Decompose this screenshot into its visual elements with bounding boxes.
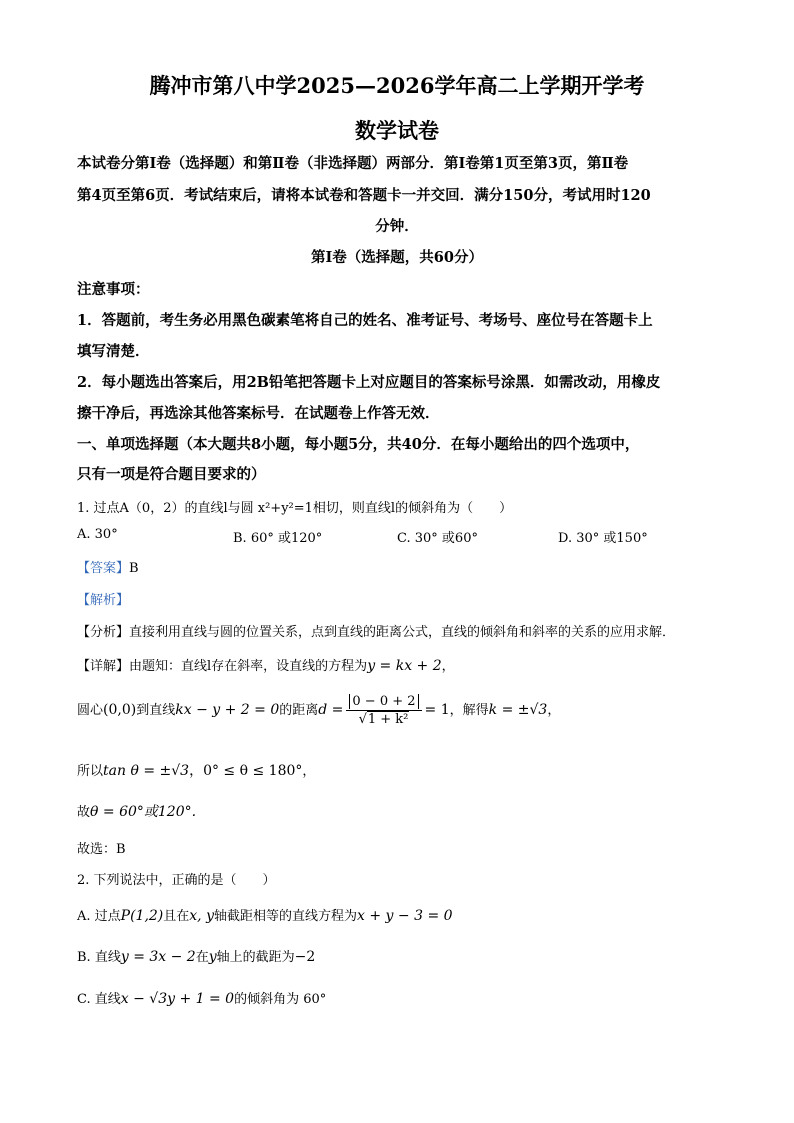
q1-step-2	[77, 694, 560, 727]
q2-b-mid: 在	[195, 950, 209, 965]
note-2-line-1: 2．每小题选出答案后，用2B铅笔把答题卡上对应题目的答案标号涂黑．如需改动，用橡皮	[77, 374, 661, 391]
q1-options	[0, 527, 794, 545]
q2-a-prefix: A. 过点	[77, 909, 121, 924]
point-p: P(1,2)	[120, 908, 164, 924]
q2-c-end: 的倾斜角为 60°	[234, 992, 327, 1007]
q2-b-value: −2	[294, 949, 316, 965]
step2-dist: 的距离	[279, 703, 319, 718]
distance-equals: = 1	[424, 702, 450, 718]
fenxi-tag: 【分析】	[77, 625, 130, 640]
q2-c-equation: x − √3y + 1 = 0	[120, 991, 235, 1007]
line-equation: y = kx + 2	[367, 658, 442, 674]
section-1-line-2: 只有一项是符合题目要求的）	[77, 466, 266, 483]
q1-stem: 1. 过点A（0，2）的直线l与圆 x²+y²=1相切，则直线l的倾斜角为（ ）	[77, 501, 513, 516]
notes-heading: 注意事项：	[77, 281, 150, 298]
q2-option-c	[77, 988, 326, 1007]
theta-result: θ = 60°或120°.	[90, 804, 197, 820]
q1-option-d: D. 30° 或150°	[558, 531, 648, 546]
step2-end: ，	[547, 703, 561, 718]
k-value: k = ±√3	[488, 702, 548, 718]
q1-option-b: B. 60° 或120°	[233, 531, 323, 546]
q1-xiangjie	[77, 655, 455, 674]
q2-option-b	[77, 946, 315, 965]
line-kx: kx − y + 2 = 0	[175, 702, 280, 718]
distance-fraction: $\frac{0 - 0 + 2}{\text{√1 + k²}}$	[346, 694, 421, 727]
intro-line-2: 第4页至第6页．考试结束后，请将本试卷和答题卡一并交回．满分150分，考试用时120	[77, 187, 651, 204]
axes-xy: x, y	[189, 908, 214, 924]
q1-option-a: A. 30°	[77, 527, 118, 542]
step3-end: ，	[302, 764, 316, 779]
q2-a-mid: 且在	[163, 909, 190, 924]
q1-answer	[77, 557, 139, 576]
intro-line-1: 本试卷分第Ⅰ卷（选择题）和第Ⅱ卷（非选择题）两部分．第Ⅰ卷第1页至第3页，第Ⅱ卷	[77, 155, 629, 172]
xiangjie-tag: 【详解】	[77, 659, 130, 674]
xiangjie-end: ，	[441, 659, 455, 674]
tan-equation: tan θ = ±√3	[103, 763, 190, 779]
fraction-denominator: 1 + k²	[367, 712, 409, 727]
step2-prefix: 圆心	[77, 703, 104, 718]
q1-choose: 故选：B	[77, 842, 126, 857]
fraction-numerator: 0 − 0 + 2	[349, 694, 418, 709]
analysis-tag: 【解析】	[77, 593, 130, 608]
step3-prefix: 所以	[77, 764, 104, 779]
q2-a-equation: x + y − 3 = 0	[357, 908, 453, 924]
answer-value: B	[129, 561, 139, 576]
q2-b-mid2: 轴上的截距为	[216, 950, 295, 965]
q2-a-mid2: 轴截距相等的直线方程为	[214, 909, 358, 924]
note-1-line-2: 填写清楚．	[77, 343, 150, 360]
answer-tag: 【答案】	[77, 561, 130, 576]
xiangjie-text: 由题知：直线l存在斜率，设直线的方程为	[129, 659, 368, 674]
step2-solve: ，解得	[449, 703, 489, 718]
q2-b-equation: y = 3x − 2	[120, 949, 196, 965]
step2-mid: 到直线	[136, 703, 176, 718]
note-1-line-1: 1．答题前，考生务必用黑色碳素笔将自己的姓名、准考证号、考场号、座位号在答题卡上	[77, 312, 653, 329]
q2-c-prefix: C. 直线	[77, 992, 121, 1007]
exam-subtitle: 数学试卷	[355, 118, 439, 143]
intro-line-3: 分钟．	[375, 218, 419, 235]
theta-range: ，0° ≤ θ ≤ 180°	[189, 763, 303, 779]
distance-symbol: d =	[318, 702, 344, 718]
q1-fenxi	[77, 621, 675, 640]
q2-stem: 2. 下列说法中，正确的是（ ）	[77, 873, 276, 888]
part1-heading: 第Ⅰ卷（选择题，共60分）	[311, 249, 483, 266]
q1-step-4	[77, 801, 196, 821]
fenxi-text: 直接利用直线与圆的位置关系，点到直线的距离公式，直线的倾斜角和斜率的关系的应用求解．	[129, 625, 676, 640]
center-point: (0,0)	[103, 702, 137, 718]
axis-y: y	[208, 949, 217, 965]
q2-option-a	[77, 905, 453, 924]
step4-prefix: 故	[77, 805, 91, 820]
q1-step-3	[77, 760, 315, 780]
note-2-line-2: 擦干净后，再选涂其他答案标号．在试题卷上作答无效．	[77, 405, 440, 422]
q1-option-c: C. 30° 或60°	[397, 531, 478, 546]
q2-b-prefix: B. 直线	[77, 950, 121, 965]
exam-title: 腾冲市第八中学2025—2026学年高二上学期开学考	[149, 73, 645, 98]
section-1-line-1: 一、单项选择题（本大题共8小题，每小题5分，共40分．在每小题给出的四个选项中，	[77, 436, 640, 453]
